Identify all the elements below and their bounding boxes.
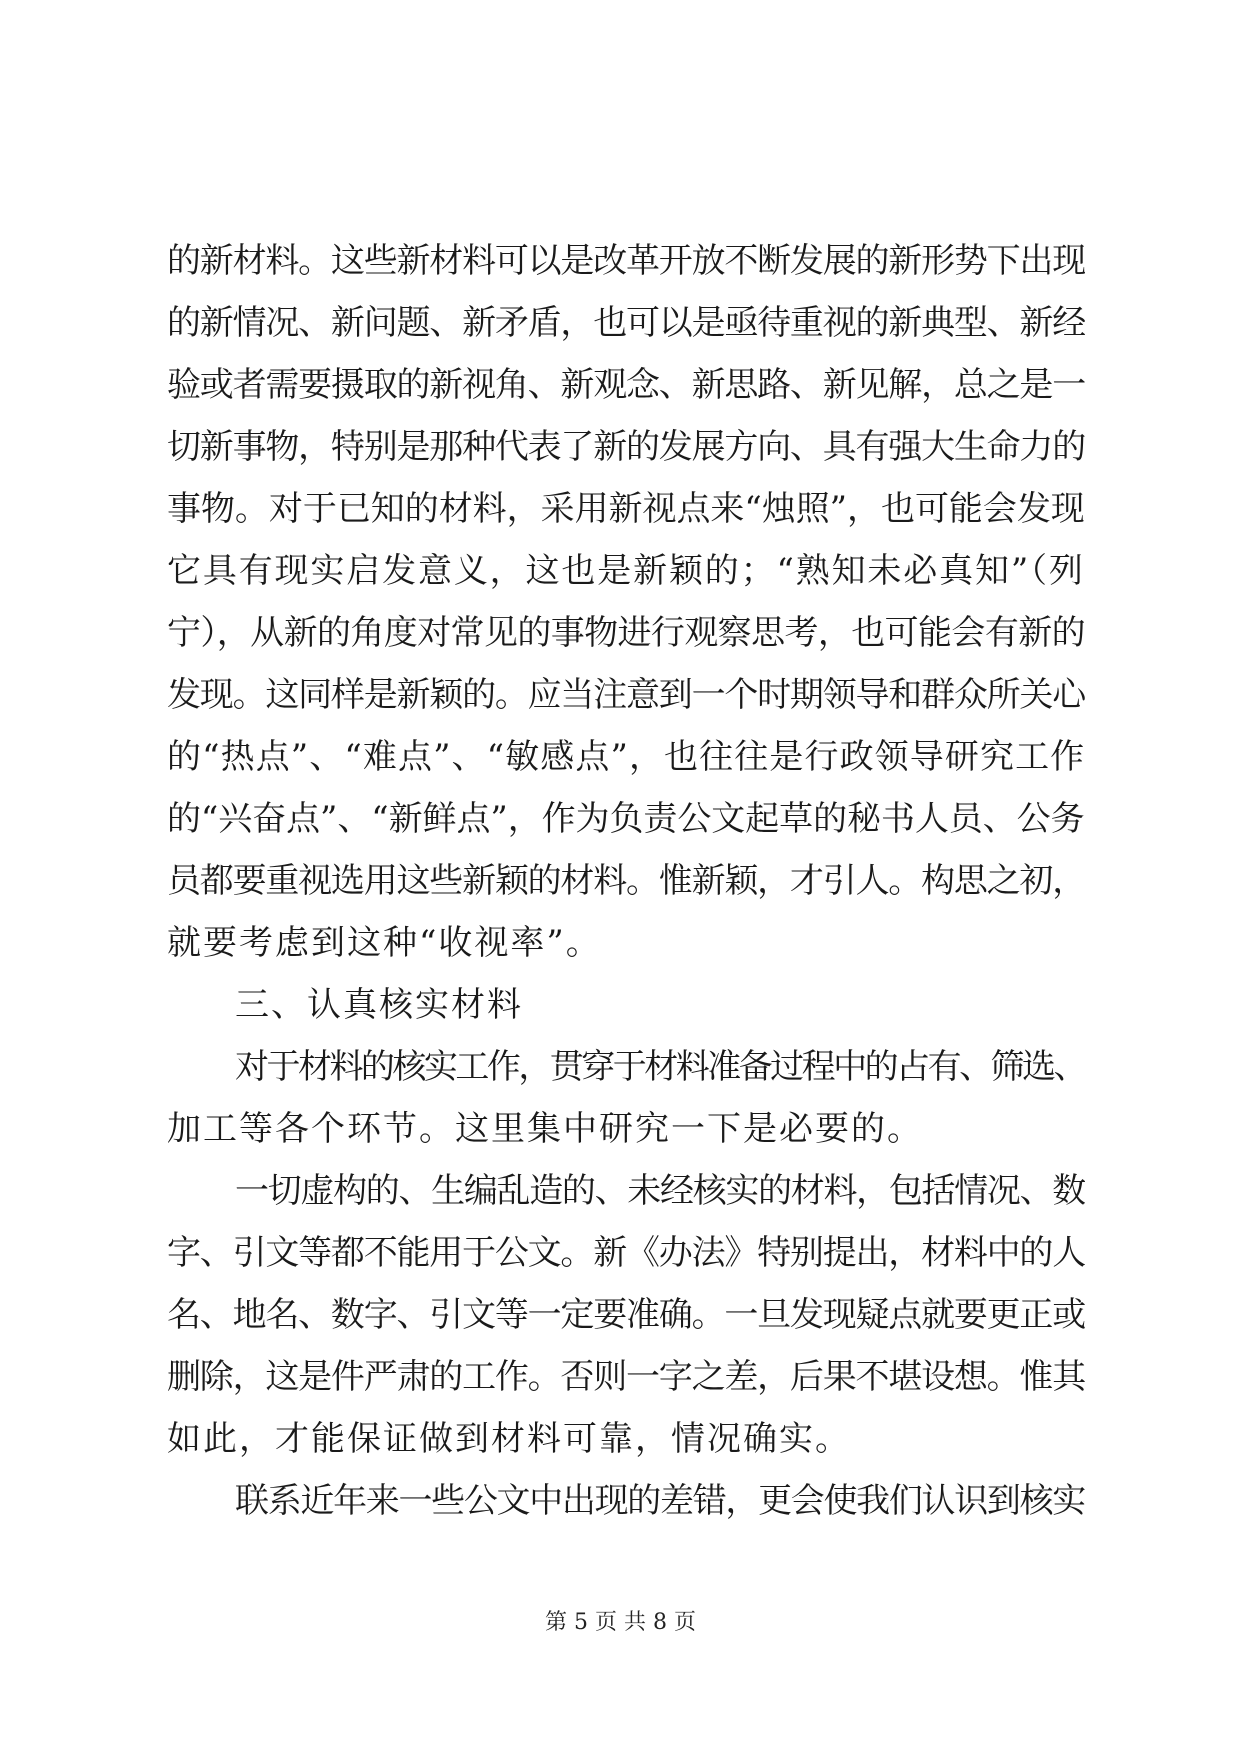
text-line: 发现。这同样是新颖的。应当注意到一个时期领导和群众所关心 <box>167 675 1085 715</box>
text-line: 联系近年来一些公文中出现的差错，更会使我们认识到核实 <box>235 1481 1085 1521</box>
text-line: 它具有现实启发意义，这也是新颖的；“熟知未必真知”（列 <box>167 551 1085 591</box>
text-line: 就要考虑到这种“收视率”。 <box>167 923 602 963</box>
text-line: 名、地名、数字、引文等一定要准确。一旦发现疑点就要更正或 <box>167 1295 1085 1335</box>
text-line: 事物。对于已知的材料，采用新视点来“烛照”，也可能会发现 <box>167 489 1085 529</box>
text-line: 加工等各个环节。这里集中研究一下是必要的。 <box>167 1109 923 1149</box>
text-line: 的“兴奋点”、“新鲜点”，作为负责公文起草的秘书人员、公务 <box>167 799 1085 839</box>
text-line: 切新事物，特别是那种代表了新的发展方向、具有强大生命力的 <box>167 427 1085 467</box>
text-line: 验或者需要摄取的新视角、新观念、新思路、新见解，总之是一 <box>167 365 1085 405</box>
text-line: 对于材料的核实工作，贯穿于材料准备过程中的占有、筛选、 <box>235 1047 1085 1087</box>
text-line: 员都要重视选用这些新颖的材料。惟新颖，才引人。构思之初， <box>167 861 1085 901</box>
text-line: 三、认真核实材料 <box>235 985 523 1025</box>
text-line: 的“热点”、“难点”、“敏感点”，也往往是行政领导研究工作 <box>167 737 1085 777</box>
text-line: 宁），从新的角度对常见的事物进行观察思考，也可能会有新的 <box>167 613 1085 653</box>
page-footer: 第 5 页 共 8 页 <box>545 1610 696 1635</box>
text-line: 一切虚构的、生编乱造的、未经核实的材料，包括情况、数 <box>235 1171 1085 1211</box>
text-line: 如此，才能保证做到材料可靠，情况确实。 <box>167 1419 851 1459</box>
text-line: 的新材料。这些新材料可以是改革开放不断发展的新形势下出现 <box>167 241 1085 281</box>
text-line: 删除，这是件严肃的工作。否则一字之差，后果不堪设想。惟其 <box>167 1357 1085 1397</box>
text-line: 字、引文等都不能用于公文。新《办法》特别提出，材料中的人 <box>167 1233 1085 1273</box>
body-text <box>167 230 1085 1532</box>
text-line: 的新情况、新问题、新矛盾，也可以是亟待重视的新典型、新经 <box>167 303 1085 343</box>
